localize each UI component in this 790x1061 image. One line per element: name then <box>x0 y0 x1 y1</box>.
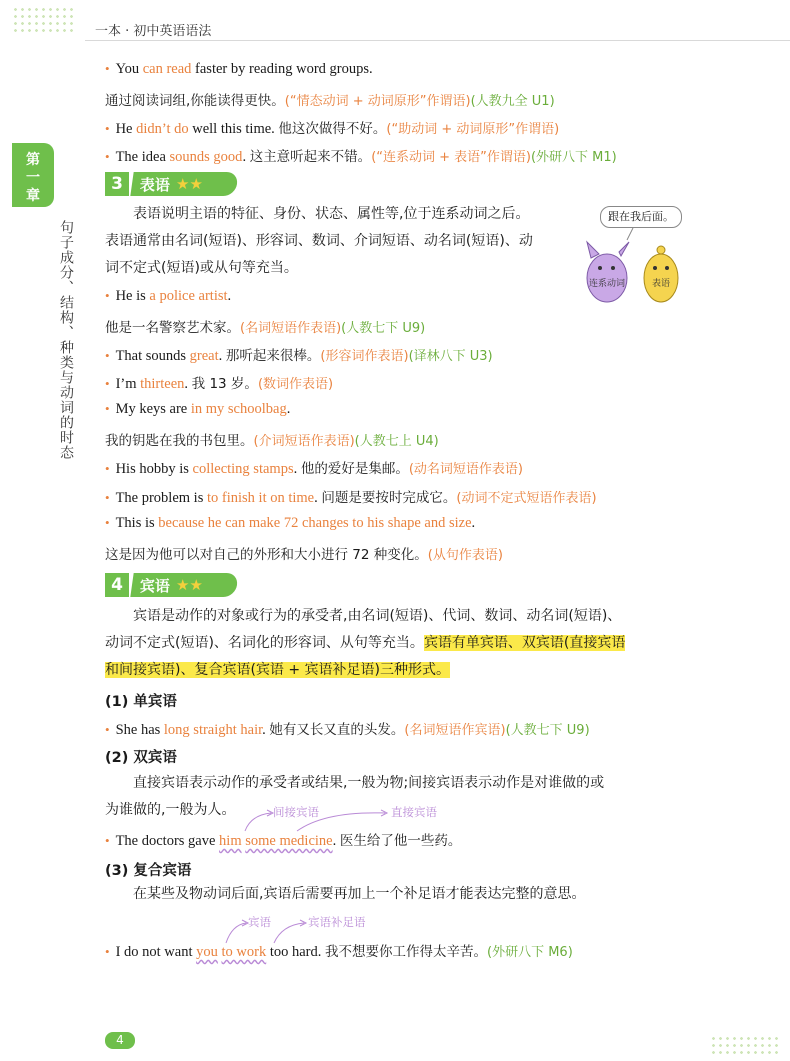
indirect-object: him <box>219 833 242 849</box>
section-title-bar <box>130 573 238 597</box>
object-complement: to work <box>221 944 267 960</box>
example-line: • He is a police artist. <box>105 288 231 305</box>
example-line: • That sounds great. 那听起来很棒。(形容词作表语)(译林八下 U3) <box>105 344 493 365</box>
section-intro: 表语通常由名词(短语)、形容词、数词、介词短语、动名词(短语)、动 <box>105 233 533 249</box>
star-icon: ★★ <box>176 576 203 594</box>
object-label: 宾语 <box>248 915 271 929</box>
object-complement-label: 宾语补足语 <box>308 915 366 929</box>
section-text: 直接宾语表示动作的承受者或结果,一般为物;间接宾语表示动作是对谁做的或 <box>133 775 605 791</box>
example-line: • You can read faster by reading word groups. <box>105 61 373 78</box>
book-title: 一本 · 初中英语语法 <box>95 24 212 39</box>
subheading: (2) 双宾语 <box>105 750 177 766</box>
section-text: 在某些及物动词后面,宾语后需要再加上一个补足语才能表达完整的意思。 <box>133 886 586 902</box>
section-number: 4 <box>105 573 129 597</box>
indirect-object-label: 间接宾语 <box>273 805 319 819</box>
section-heading <box>105 573 237 597</box>
chapter-tab <box>12 143 54 207</box>
section-title: 宾语 <box>140 576 171 595</box>
cartoon-characters-icon <box>575 228 695 308</box>
page-number: 4 <box>105 1032 135 1049</box>
example-line: • His hobby is collecting stamps. 他的爱好是集邮。(动名词短语作表语) <box>105 457 523 478</box>
example-line: • She has long straight hair. 她有又长又直的头发。(名词短语作宾语)(人教七下 U9) <box>105 718 590 739</box>
section-text: 为谁做的,一般为人。 <box>105 802 236 818</box>
example-translation: 这是因为他可以对自己的外形和大小进行 72 种变化。(从句作表语) <box>105 547 503 563</box>
example-translation: 他是一名警察艺术家。(名词短语作表语)(人教七下 U9) <box>105 320 426 336</box>
direct-object: some medicine <box>245 833 333 849</box>
direct-object-label: 直接宾语 <box>391 805 437 819</box>
chapter-title: 句子成分、结构、种类与动词的时态 <box>58 220 74 460</box>
section-intro: 宾语是动作的对象或行为的承受者,由名词(短语)、代词、数词、动名词(短语)、 <box>133 608 622 624</box>
section-number: 3 <box>105 172 129 196</box>
object: you <box>196 944 218 960</box>
example-translation: 我的钥匙在我的书包里。(介词短语作表语)(人教七上 U4) <box>105 433 439 449</box>
header-divider <box>85 40 790 41</box>
subheading: (3) 复合宾语 <box>105 863 192 879</box>
example-translation: 通过阅读词组,你能读得更快。(“情态动词 + 动词原形”作谓语)(人教九全 U1) <box>105 93 555 109</box>
section-title: 表语 <box>140 175 171 194</box>
example-line: • He didn’t do well this time. 他这次做得不好。(“助动词 + 动词原形”作谓语) <box>105 117 559 138</box>
example-line: • I’m thirteen. 我 13 岁。(数词作表语) <box>105 372 333 393</box>
example-line: • My keys are in my schoolbag. <box>105 401 290 418</box>
highlighted-text: 宾语有单宾语、双宾语(直接宾语 <box>423 635 626 651</box>
example-line: • I do not want you to work too hard. 我不想要你工作得太辛苦。(外研八下 M6) <box>105 940 573 961</box>
example-line: • The doctors gave him some medicine. 医生给了他一些药。 <box>105 829 461 850</box>
star-icon: ★★ <box>176 175 203 193</box>
section-intro <box>105 657 690 684</box>
section-intro: 表语说明主语的特征、身份、状态、属性等,位于连系动词之后。 <box>133 206 530 222</box>
section-title-bar <box>130 172 238 196</box>
example-line: • The problem is to finish it on time. 问题是要按时完成它。(动词不定式短语作表语) <box>105 486 597 507</box>
section-intro: 词不定式(短语)或从句等充当。 <box>105 260 298 276</box>
subheading: (1) 单宾语 <box>105 694 177 710</box>
decorative-dots <box>12 6 76 36</box>
chapter-label: 第一章 <box>26 152 40 204</box>
example-line: • This is because he can make 72 changes to his shape and size. <box>105 515 475 532</box>
example-line: • The idea sounds good. 这主意听起来不错。(“连系动词 + 表语”作谓语)(外研八下 M1) <box>105 145 617 166</box>
decorative-dots <box>710 1035 780 1057</box>
speech-bubble: 跟在我后面。 <box>600 206 682 228</box>
section-intro: 动词不定式(短语)、名词化的形容词、从句等充当。宾语有单宾语、双宾语(直接宾语 <box>105 635 626 651</box>
linking-verb-caption: 连系动词 <box>588 279 626 289</box>
section-heading <box>105 172 237 196</box>
predicative-caption: 表语 <box>651 279 671 289</box>
highlighted-text: 和间接宾语)、复合宾语(宾语 + 宾语补足语)三种形式。 <box>105 662 451 678</box>
